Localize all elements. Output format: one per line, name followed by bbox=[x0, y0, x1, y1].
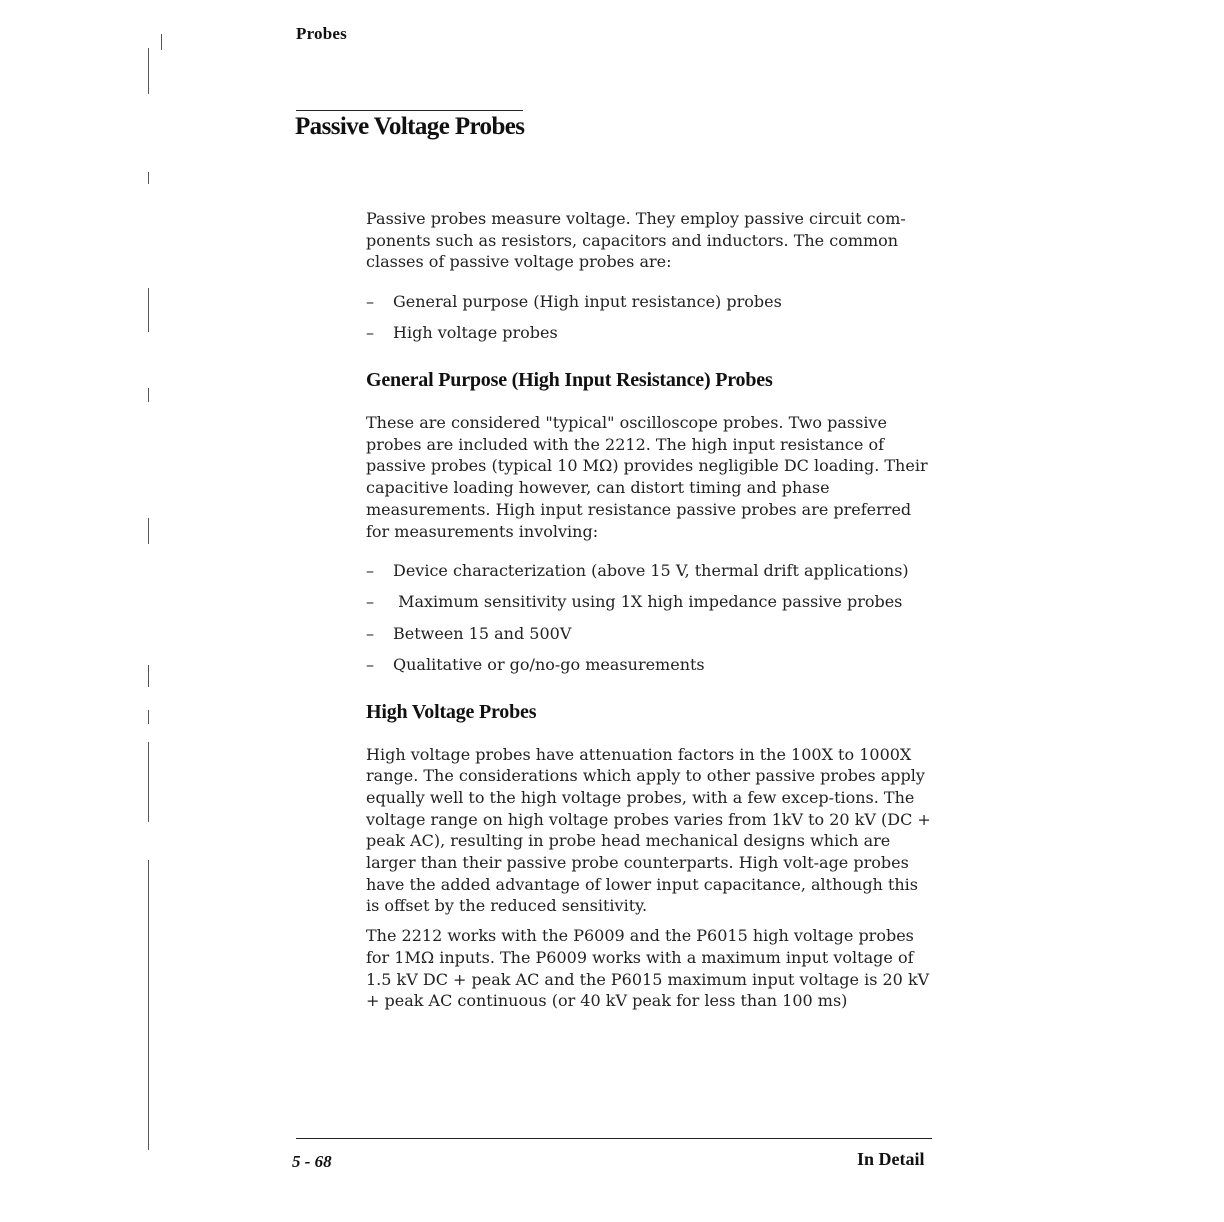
list-item-text: General purpose (High input resistance) probes bbox=[393, 292, 782, 312]
bullet-dash: – bbox=[366, 623, 374, 643]
list-item-text: Qualitative or go/no-go measurements bbox=[393, 654, 705, 674]
running-head: Probes bbox=[296, 24, 347, 43]
general-purpose-heading: General Purpose (High Input Resistance) Probes bbox=[366, 369, 773, 392]
binding-mark bbox=[148, 518, 149, 544]
main-content bbox=[366, 208, 936, 1012]
high-voltage-paragraph-2: The 2212 works with the P6009 and the P6015 high voltage probes for 1MΩ inputs. The P6009 works with a maximum input voltage of 1.5 kV DC + peak AC and the P6015 maximum input voltage is 20 kV + peak AC continuous (or 40 kV peak for less than 100 ms) bbox=[366, 926, 930, 1011]
list-item bbox=[366, 591, 936, 613]
page-title: Passive Voltage Probes bbox=[295, 113, 525, 140]
binding-mark bbox=[148, 860, 149, 1150]
binding-mark bbox=[148, 665, 149, 687]
page-number: 5 - 68 bbox=[292, 1152, 332, 1171]
bullet-dash: – bbox=[366, 292, 374, 312]
footer-section-label: In Detail bbox=[857, 1149, 925, 1169]
footer-rule bbox=[296, 1138, 932, 1139]
high-voltage-heading: High Voltage Probes bbox=[366, 700, 537, 723]
intro-paragraph: Passive probes measure voltage. They employ passive circuit com-ponents such as resistors, capacitors and inductors. The common classes of passive voltage probes are: bbox=[366, 209, 906, 272]
binding-mark bbox=[161, 34, 162, 50]
general-purpose-list bbox=[366, 560, 936, 675]
list-item bbox=[366, 560, 936, 582]
list-item-text: Device characterization (above 15 V, thermal drift applications) bbox=[393, 561, 909, 581]
binding-marks bbox=[146, 20, 152, 1160]
general-purpose-paragraph: These are considered "typical" oscilloscope probes. Two passive probes are included with the 2212. The high input resistance of passive probes (typical 10 MΩ) provides negligible DC loading. Their capacitive loading however, can distort timing and phase measurements. High input resistance passive probes are preferred for measurements involving: bbox=[366, 413, 928, 541]
binding-mark bbox=[148, 48, 149, 94]
bullet-dash: – bbox=[366, 323, 374, 343]
binding-mark bbox=[148, 172, 149, 184]
high-voltage-paragraph-1: High voltage probes have attenuation factors in the 100X to 1000X range. The considerations which apply to other passive probes apply equally well to the high voltage probes, with a few excep-tions. The voltage range on high voltage probes varies from 1kV to 20 kV (DC + peak AC), resulting in probe head mechanical designs which are larger than their passive probe counterparts. High volt-age probes have the added advantage of lower input capacitance, although this is offset by the reduced sensitivity. bbox=[366, 744, 931, 916]
list-item-text: Between 15 and 500V bbox=[393, 623, 572, 643]
binding-mark bbox=[148, 288, 149, 332]
list-item bbox=[366, 623, 936, 645]
list-item-text: High voltage probes bbox=[393, 323, 558, 343]
bullet-dash: – bbox=[366, 561, 374, 581]
list-item bbox=[366, 654, 936, 676]
binding-mark bbox=[148, 388, 149, 402]
title-rule bbox=[296, 110, 523, 111]
bullet-dash: – bbox=[366, 654, 374, 674]
list-item-text: Maximum sensitivity using 1X high impedance passive probes bbox=[393, 592, 903, 612]
binding-mark bbox=[148, 710, 149, 724]
bullet-dash: – bbox=[366, 592, 374, 612]
list-item bbox=[366, 322, 936, 344]
intro-list bbox=[366, 291, 936, 344]
binding-mark bbox=[148, 742, 149, 822]
list-item bbox=[366, 291, 936, 313]
